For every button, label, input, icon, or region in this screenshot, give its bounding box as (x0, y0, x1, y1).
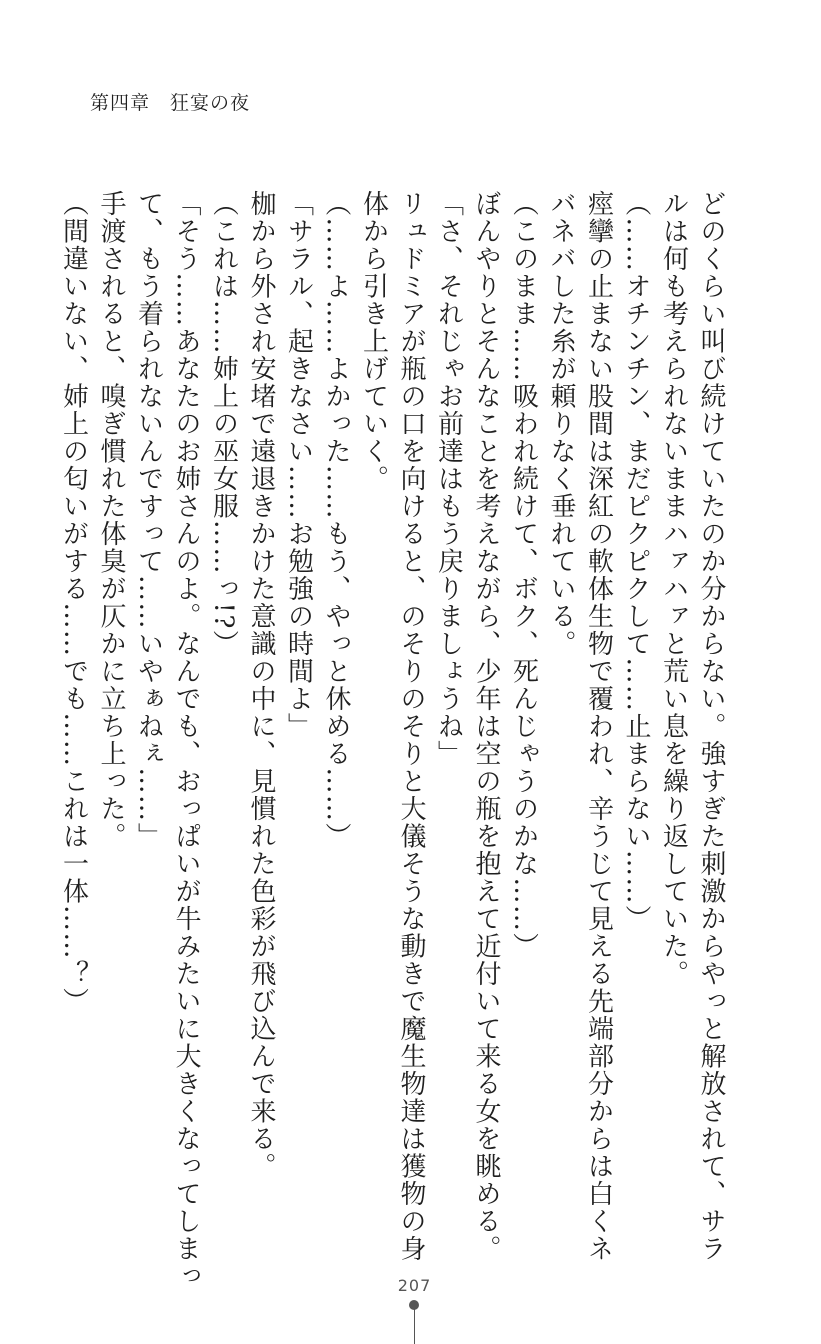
text-line: どのくらい叫び続けていたのか分からない。強すぎた刺激からやっと解放されて、サラ (696, 190, 726, 1263)
text-line: リュドミアが瓶の口を向けると、のそりのそりと大儀そうな動きで魔生物達は獲物の身 (396, 190, 426, 1263)
text-line: 「さ、それじゃお前達はもう戻りましょうね」 (433, 190, 464, 768)
text-line: 「サラル、起きなさい……お勉強の時間よ」 (283, 190, 314, 740)
text-line: 枷から外され安堵で遠退きかけた意識の中に、見慣れた色彩が飛び込んで来る。 (246, 190, 276, 1180)
text-line: 「そう……あなたのお姉さんのよ。なんでも、おっぱいが牛みたいに大きくなってしまっ (171, 190, 201, 1290)
text-line: ぼんやりとそんなことを考えながら、少年は空の瓶を抱えて近付いて来る女を眺める。 (471, 190, 501, 1263)
text-line: （このまま……吸われ続けて、ボク、死んじゃうのかな……） (508, 190, 539, 960)
text-line: （……オチンチン、まだピクピクして……止まらない……） (621, 190, 651, 933)
text-line: ルは何も考えられないままハァハァと荒い息を繰り返していた。 (658, 190, 689, 988)
running-head: 第四章 狂宴の夜 (90, 92, 251, 114)
text-line: て、もう着られないんですって……いやぁねぇ……」 (133, 190, 164, 850)
text-line: 手渡されると、嗅ぎ慣れた体臭が仄かに立ち上った。 (96, 190, 126, 850)
page-marker-line (414, 1309, 415, 1344)
text-line: （……よ……よかった……もう、やっと休める……） (321, 190, 351, 850)
text-line: 痙攣の止まない股間は深紅の軟体生物で覆われ、辛うじて見える先端部分からは白くネ (583, 190, 614, 1263)
page-number: 207 (397, 1276, 432, 1295)
text-line: （これは……姉上の巫女服……っ!?） (208, 190, 239, 658)
text-line: バネバした糸が頼りなく垂れている。 (546, 190, 576, 658)
page-marker (409, 1300, 419, 1344)
text-line: （間違いない、姉上の匂いがする……でも……これは一体……？） (58, 190, 89, 1015)
text-line: 体から引き上げていく。 (358, 190, 389, 493)
